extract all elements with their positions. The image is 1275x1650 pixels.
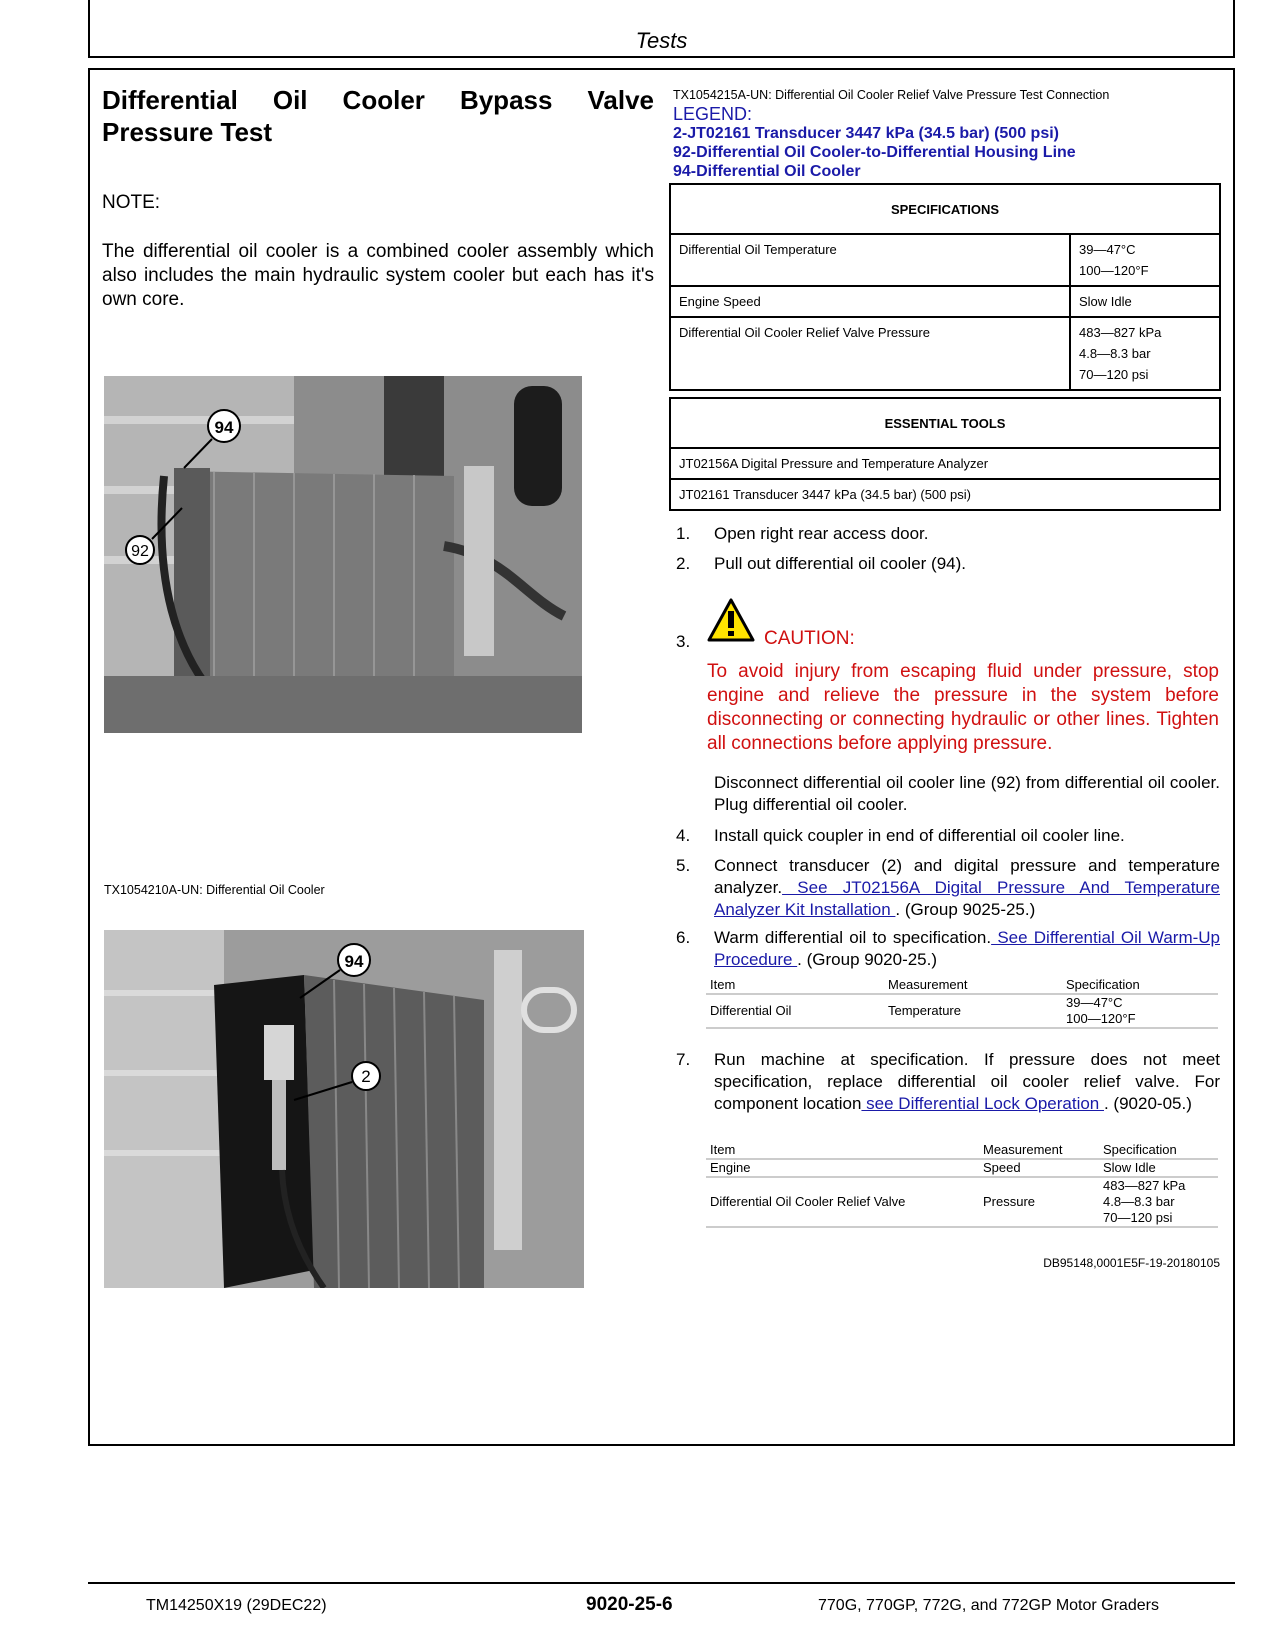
spec-value: 39—47°C 100—120°F	[1070, 234, 1220, 286]
essential-tools-table	[669, 397, 1221, 511]
spec-label: Differential Oil Cooler Relief Valve Pressure	[670, 317, 1070, 390]
spec-value: 483—827 kPa 4.8—8.3 bar 70—120 psi	[1070, 317, 1220, 390]
fig1-callout-92: 92	[131, 543, 149, 560]
fig2-caption: TX1054215A-UN: Differential Oil Cooler Relief Valve Pressure Test Connection	[673, 88, 1110, 102]
section-title-line2: Pressure Test	[102, 117, 273, 147]
fig2-callout-94: 94	[344, 952, 364, 971]
column-header: Item	[706, 977, 884, 994]
photo-differential-oil-cooler	[104, 376, 582, 733]
spec-value: Slow Idle	[1070, 286, 1220, 317]
link-differential-lock-operation[interactable]: see Differential Lock Operation	[861, 1094, 1104, 1113]
table-row	[670, 286, 1220, 317]
link-oil-warm-up-procedure[interactable]: See Differential Oil Warm-Up Procedure	[714, 928, 1220, 969]
step-2: 2. Pull out differential oil cooler (94).	[676, 554, 966, 573]
specifications-heading: SPECIFICATIONS	[670, 184, 1220, 234]
link-analyzer-kit-installation[interactable]: See JT02156A Digital Pressure And Temperature Analyzer Kit Installation	[714, 878, 1220, 919]
column-header: Specification	[1062, 977, 1218, 994]
section-title-line1: Differential Oil Cooler Bypass Valve	[102, 85, 654, 115]
table-row: Engine Speed Slow Idle	[706, 1159, 1218, 1177]
table-row: Differential Oil Cooler Relief Valve Pressure 483—827 kPa 4.8—8.3 bar 70—120 psi	[706, 1177, 1218, 1227]
note-text: The differential oil cooler is a combined cooler assembly which also includes the main hydraulic system cooler but each has it's own core.	[102, 241, 654, 310]
column-header: Specification	[1099, 1142, 1218, 1159]
legend-item: 2-JT02161 Transducer 3447 kPa (34.5 bar) (500 psi)	[673, 125, 1059, 142]
footer-manual-id: TM14250X19 (29DEC22)	[146, 1597, 327, 1614]
legend-item: 92-Differential Oil Cooler-to-Differential Housing Line	[673, 144, 1076, 161]
legend-item: 94-Differential Oil Cooler	[673, 163, 861, 180]
step-4: 4. Install quick coupler in end of differential oil cooler line.	[676, 826, 1125, 845]
spec-label: Differential Oil Temperature	[670, 234, 1070, 286]
legend-heading: LEGEND:	[673, 104, 753, 124]
specifications-table	[669, 183, 1221, 391]
fig1-caption: TX1054210A-UN: Differential Oil Cooler	[104, 883, 325, 897]
figure-differential-oil-cooler	[104, 376, 582, 733]
footer-page-number: 9020-25-6	[586, 1594, 673, 1615]
step-5: 5. Connect transducer (2) and digital pressure and temperature analyzer. See JT02156A Digital Pressure And Temperature Analyzer Kit Installation . (Group 9025-25.)	[676, 856, 1220, 919]
table-row: Differential Oil Temperature 39—47°C 100—120°F	[706, 994, 1218, 1028]
step-7: 7. Run machine at specification. If pressure does not meet specification, replace differential oil cooler relief valve. For component location see Differential Lock Operation . (9020-05.)	[676, 1050, 1220, 1113]
step-1: 1. Open right rear access door.	[676, 524, 929, 543]
caution-text: To avoid injury from escaping fluid under pressure, stop engine and relieve the pressure in the system before disconnecting or connecting hydraulic or other lines. Tighten all connections before applying pressure.	[707, 661, 1219, 754]
table-row	[670, 234, 1220, 286]
essential-tools-heading: ESSENTIAL TOOLS	[670, 398, 1220, 448]
table-row	[670, 317, 1220, 390]
tool-item: JT02161 Transducer 3447 kPa (34.5 bar) (500 psi)	[670, 479, 1220, 510]
note-label: NOTE:	[102, 192, 161, 213]
column-header: Item	[706, 1142, 979, 1159]
table-row	[670, 479, 1220, 510]
footer-product-name: 770G, 770GP, 772G, and 772GP Motor Graders	[818, 1597, 1159, 1614]
column-header: Measurement	[979, 1142, 1099, 1159]
tool-item: JT02156A Digital Pressure and Temperature Analyzer	[670, 448, 1220, 479]
fig1-callout-94: 94	[214, 418, 234, 437]
legend	[673, 105, 1076, 181]
figure-relief-valve-test-connection	[104, 930, 584, 1288]
step-6-spec-table	[706, 977, 1218, 1029]
photo-relief-valve-test-connection	[104, 930, 584, 1288]
header-title: Tests	[635, 28, 688, 53]
warning-icon	[707, 598, 755, 642]
step-7-spec-table	[706, 1142, 1218, 1228]
column-header: Measurement	[884, 977, 1062, 994]
spec-label: Engine Speed	[670, 286, 1070, 317]
fig2-callout-2: 2	[361, 1067, 371, 1086]
document-id: DB95148,0001E5F-19-20180105	[1043, 1256, 1220, 1270]
footer-rule	[88, 1582, 1235, 1584]
table-row	[670, 448, 1220, 479]
caution-label: CAUTION:	[764, 628, 855, 649]
step-6: 6. Warm differential oil to specification. See Differential Oil Warm-Up Procedure . (Group 9020-25.)	[676, 928, 1220, 969]
header-frame	[88, 0, 1235, 58]
section-title	[102, 84, 654, 148]
step-3-text: Disconnect differential oil cooler line (92) from differential oil cooler. Plug differential oil cooler.	[714, 773, 1220, 814]
